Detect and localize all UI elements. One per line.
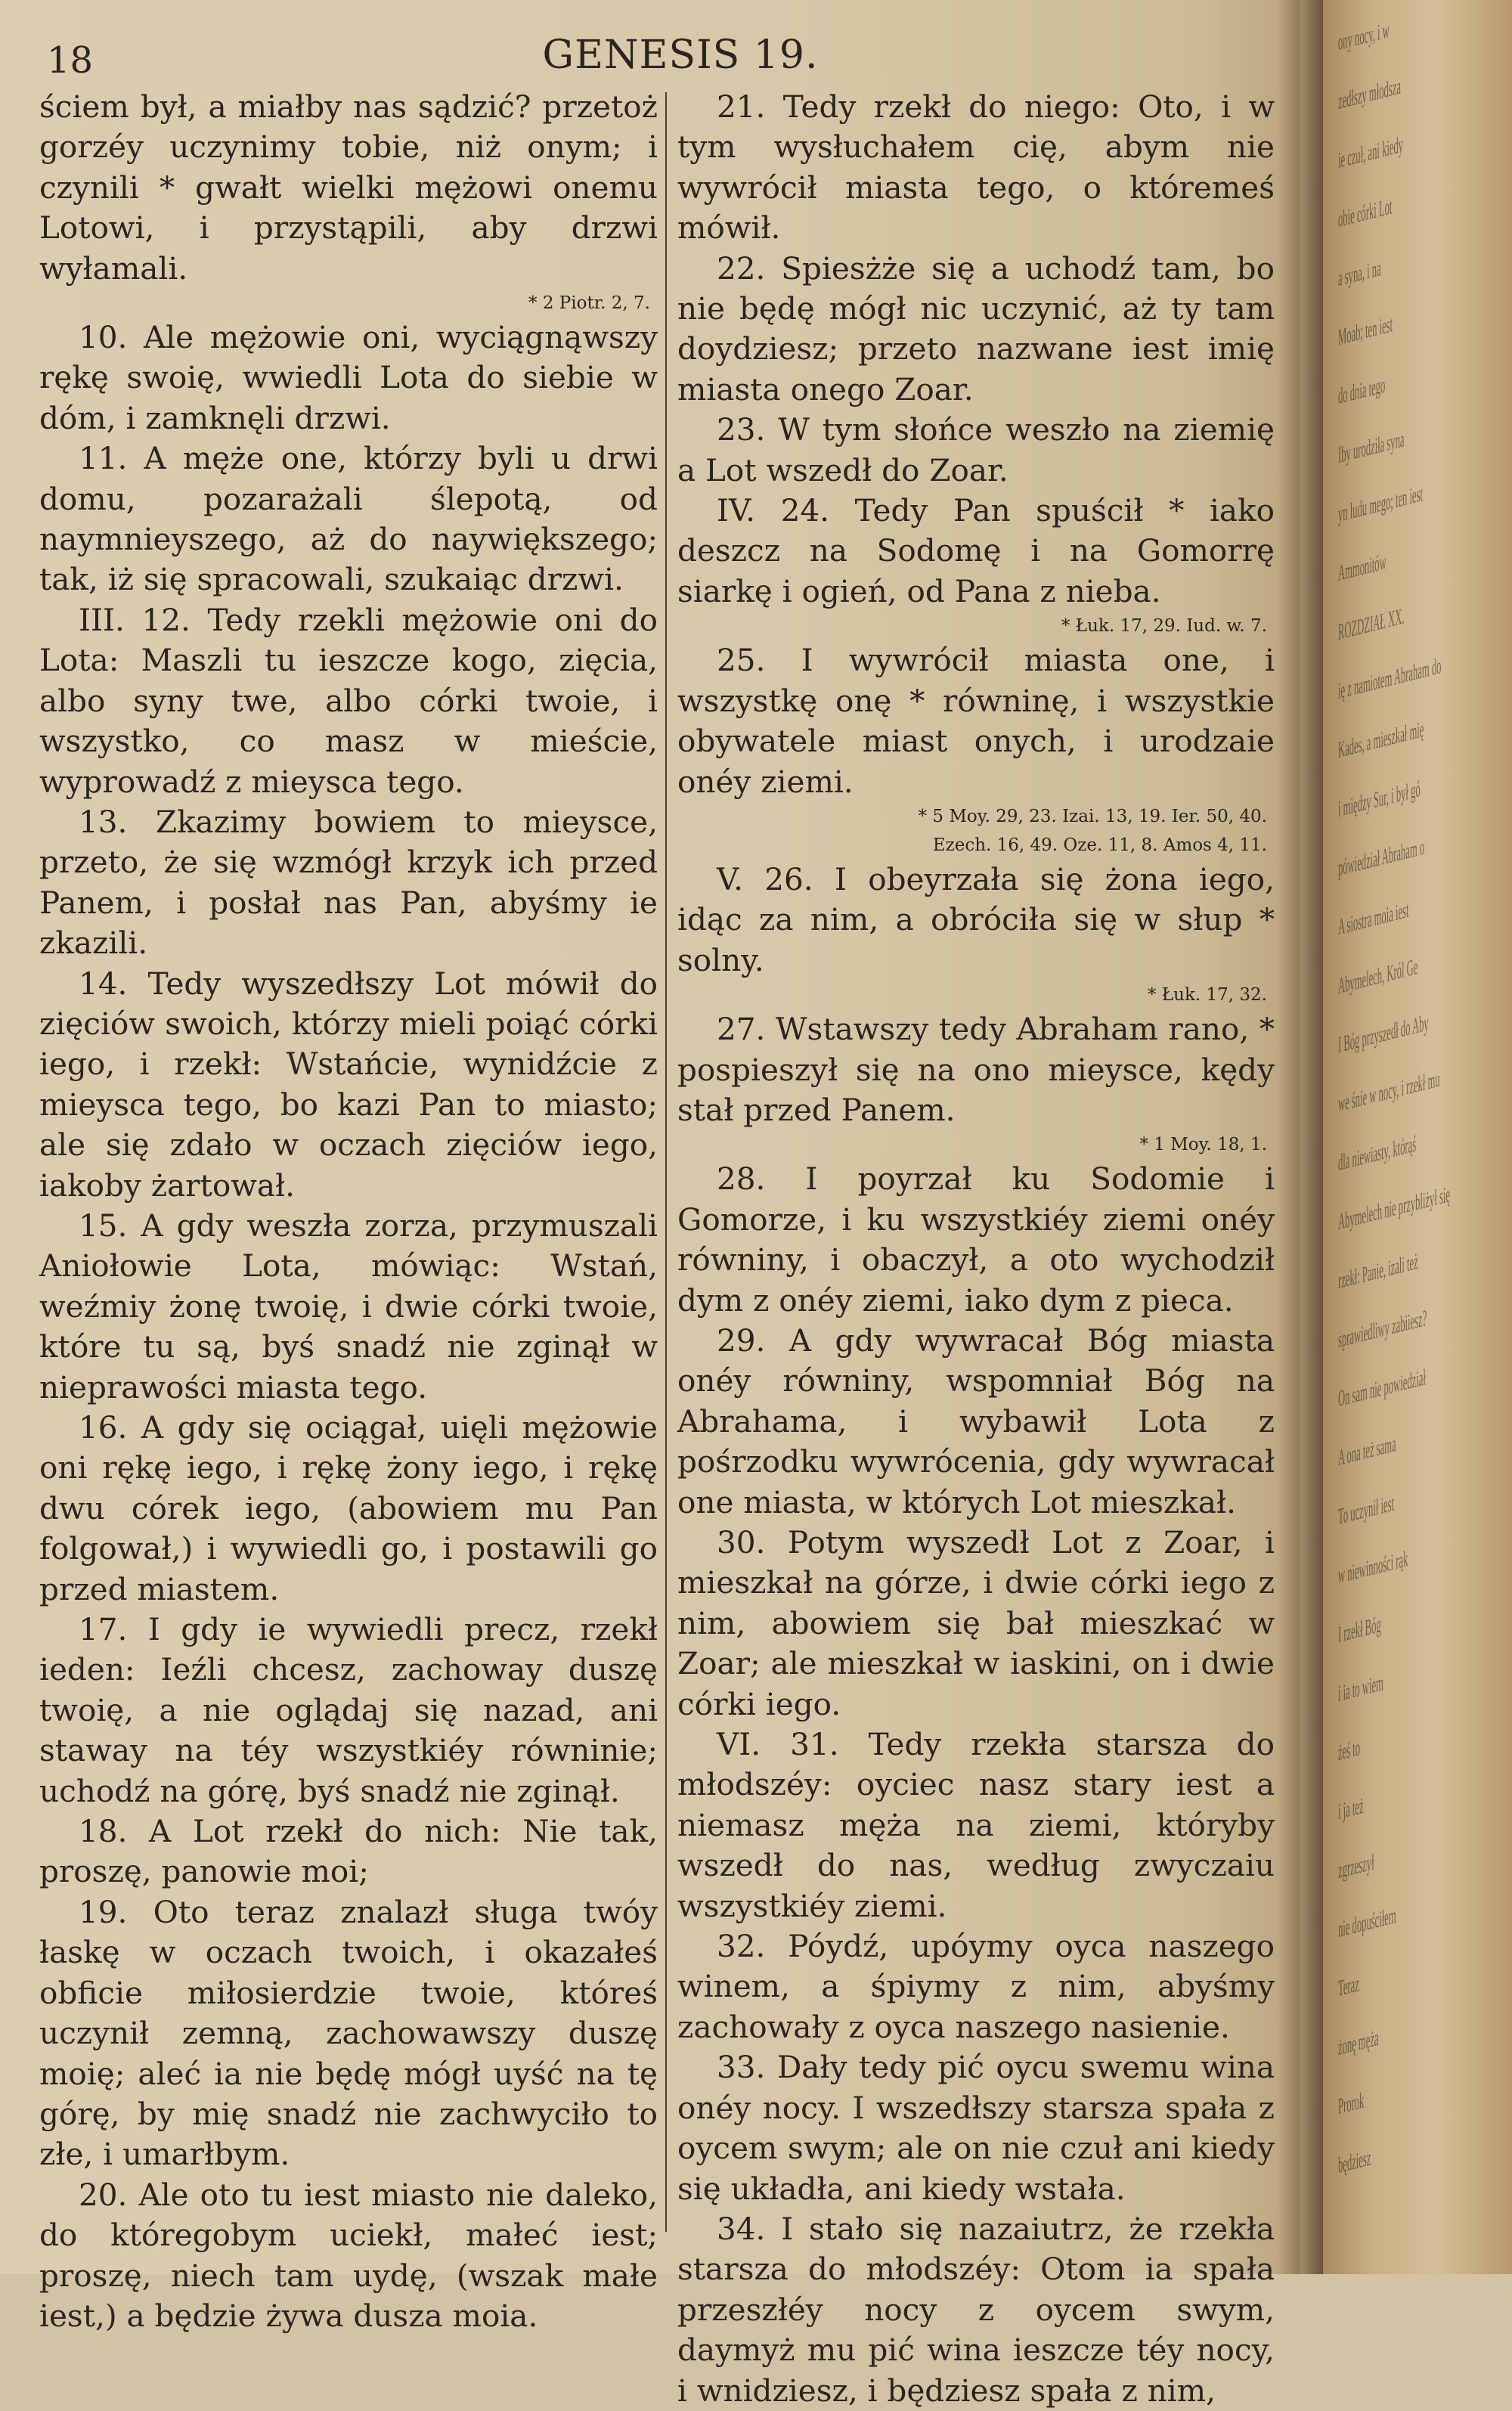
facing-page-fragment: ię z namiotem Abraham do <box>1338 652 1442 704</box>
verse: 18. A Lot rzekł do nich: Nie tak, proszę, panowie moi; <box>39 1813 658 1890</box>
column-divider <box>665 92 667 2232</box>
facing-page-fragment: w niewinności rąk <box>1338 1545 1408 1588</box>
facing-page-fragment: A ona też sama <box>1338 1430 1396 1470</box>
verse: 13. Zkazimy bowiem to mieysce, przeto, że się wzmógł krzyk ich przed Panem, i posłał nas Pan, abyśmy ie zkazili. <box>39 803 658 962</box>
facing-page-fragment: Teraz <box>1338 1971 1359 2001</box>
facing-page-fragment: żonę męża <box>1338 2025 1379 2060</box>
cross-reference: * 1 Moy. 18, 1. <box>1139 1135 1267 1155</box>
verse: 28. I poyrzał ku Sodomie i Gomorze, i ku wszystkiéy ziemi onéy równiny, i obaczył, a oto wychodził dym z onéy ziemi, iako dym z pieca. <box>677 1161 1275 1319</box>
facing-page-fragment: Abymelech, Król Ge <box>1338 953 1418 999</box>
facing-page-fragment: ie czuł, ani kiedy <box>1338 132 1404 173</box>
facing-page-fragment: I rzekł Bóg <box>1338 1611 1381 1647</box>
cross-reference: * 5 Moy. 29, 23. Izai. 13, 19. Ier. 50, 40. <box>918 806 1267 826</box>
facing-page-fragment: i ia to wiem <box>1338 1670 1383 1706</box>
verse: 22. Spiesżże się a uchodź tam, bo nie będę mógł nic uczynić, aż ty tam doydziesz; przeto nazwane iest imię miasta onego Zoar. <box>677 249 1275 408</box>
verse: 11. A męże one, którzy byli u drwi domu, pozarażali ślepotą, od naymnieyszego, aż do naywiększego; tak, iż się spracowali, szukaiąc drzwi. <box>39 440 658 598</box>
cross-reference: * Łuk. 17, 32. <box>1147 985 1267 1006</box>
verse: VI. 31. Tedy rzekła starsza do młodszéy: oyciec nasz stary iest a niemasz męża na ziemi, któryby wszedł do nas, według zwyczaiu wszystkiéy ziemi. <box>677 1726 1275 1924</box>
facing-page-fragment: ROZDZIAŁ XX. <box>1338 603 1405 645</box>
verse: ściem był, a miałby nas sądzić? przetoż gorzéy uczynimy tobie, niż onym; i czynili * gwałt wielki mężowi onemu Lotowi, i przystąpili, aby drzwi wyłamali. <box>39 88 658 287</box>
verse: III. 12. Tedy rzekli mężowie oni do Lota: Maszli tu ieszcze kogo, zięcia, albo syny twe, albo córki twoie, i wszystko, co masz w mieście, wyprowadź z mieysca tego. <box>39 601 658 800</box>
verse: 30. Potym wyszedł Lot z Zoar, i mieszkał na górze, i dwie córki iego z nim, abowiem się bał mieszkać w Zoar; ale mieszkał w iaskini, on i dwie córki iego. <box>677 1524 1275 1722</box>
facing-page-fragment: On sam nie powiedział <box>1338 1365 1426 1412</box>
facing-page-fragment: zedłszy młodsza <box>1338 73 1401 114</box>
facing-page-fragment: zgrzeszył <box>1338 1849 1374 1883</box>
verse: V. 26. I obeyrzała się żona iego, idąc za nim, a obróciła się w słup * solny. <box>677 860 1275 978</box>
facing-page-fragment: żeś to <box>1338 1734 1361 1765</box>
verse: 19. Oto teraz znalazł sługa twóy łaskę w oczach twoich, i okazałeś obficie miłosierdzie twoie, któreś uczynił zemną, zachowawszy duszę moię; aleć ia nie będę mógł uyść na tę górę, by mię snadź nie zachwyciło to złe, i umarłbym. <box>39 1893 658 2173</box>
cross-reference: Ezech. 16, 49. Oze. 11, 8. Amos 4, 11. <box>932 835 1267 855</box>
verse: 32. Póydź, upóymy oyca naszego winem, a śpiymy z nim, abyśmy zachowały z oyca naszego nasienie. <box>677 1928 1275 2045</box>
facing-page-fragment: rzekł: Panie, izali też <box>1338 1248 1418 1294</box>
verse: 16. A gdy się ociągał, uięli mężowie oni rękę iego, i rękę żony iego, i rękę dwu córek iego, (abowiem mu Pan folgował,) i wywiedli go, i postawili go przed miastem. <box>39 1409 658 1607</box>
facing-page-fragment: będziesz <box>1338 2145 1371 2178</box>
facing-page-fragment: dla niewiasty, którąś <box>1338 1131 1417 1176</box>
facing-page-fragment: nie dopuściłem <box>1338 1902 1396 1942</box>
running-head: GENESIS 19. <box>542 33 819 78</box>
verse: 20. Ale oto tu iest miasto nie daleko, do któregobym uciekł, małeć iest; proszę, niech tam uydę, (wszak małe iest,) a będzie żywa dusza moia. <box>39 2176 658 2334</box>
page-number: 18 <box>47 39 94 82</box>
facing-page-edge <box>1323 0 1512 2274</box>
facing-page-fragment: Iby urodziła syna <box>1338 426 1405 468</box>
verse: 25. I wywrócił miasta one, i wszystkę onę * równinę, i wszystkie obywatele miast onych, i urodzaie onéy ziemi. <box>677 642 1275 800</box>
facing-page-fragment: yn ludu mego; ten iest <box>1338 481 1423 527</box>
facing-page-fragment: pówiedział Abraham o <box>1338 834 1425 881</box>
verse: 10. Ale mężowie oni, wyciągnąwszy rękę swoię, wwiedli Lota do siebie w dóm, i zamknęli drzwi. <box>39 319 658 436</box>
facing-page-fragment: Abymelech nie przybliżył się <box>1338 1182 1451 1235</box>
right-column <box>677 87 1275 2411</box>
verse: IV. 24. Tedy Pan spuścił * iako deszcz na Sodomę i na Gomorrę siarkę i ogień, od Pana z nieba. <box>677 492 1275 609</box>
verse: 21. Tedy rzekł do niego: Oto, i w tym wysłuchałem cię, abym nie wywrócił miasta tego, o któremeś mówił. <box>677 88 1275 246</box>
facing-page-fragment: I Bóg przyszedł do Aby <box>1338 1010 1429 1058</box>
verse: 33. Dały tedy pić oycu swemu wina onéy nocy. I wszedłszy starsza spała z oycem swym; ale on nie czuł ani kiedy się układła, ani kiedy wstała. <box>677 2049 1275 2207</box>
left-column <box>39 87 658 2336</box>
verse: 14. Tedy wyszedłszy Lot mówił do zięciów swoich, którzy mieli poiąć córki iego, i rzekł: Wstańcie, wynidźcie z mieysca tego, bo kazi Pan to miasto; ale się zdało w oczach zięciów iego, iakoby żartował. <box>39 965 658 1204</box>
verse: 27. Wstawszy tedy Abraham rano, * pospieszył się na ono mieysce, kędy stał przed Panem. <box>677 1011 1275 1128</box>
cross-reference: * Łuk. 17, 29. Iud. w. 7. <box>1061 616 1267 637</box>
facing-page-fragment: we śnie w nocy, i rzekł mu <box>1338 1066 1440 1117</box>
facing-page-fragment: obie córki Lot <box>1338 194 1393 232</box>
facing-page-fragment: A siostra moia iest <box>1338 897 1409 940</box>
facing-page-fragment: sprawiedliwy zabiiesz? <box>1338 1305 1427 1353</box>
verse: 15. A gdy weszła zorza, przymuszali Aniołowie Lota, mówiąc: Wstań, weźmiy żonę twoię, i dwie córki twoie, które tu są, byś snadź nie zginął w nieprawości miasta tego. <box>39 1207 658 1405</box>
verse: 34. I stało się nazaiutrz, że rzekła starsza do młodszéy: Otom ia spała przeszłéy nocy z oycem swym, daymyż mu pić wina ieszcze téy nocy, i wnidziesz, i będziesz spała z nim, <box>677 2210 1275 2409</box>
facing-page-fragment: do dnia tego <box>1338 372 1386 409</box>
facing-page-fragment: Kades, a mieszkał mię <box>1338 716 1424 763</box>
facing-page-fragment: Ammonitów <box>1338 549 1387 586</box>
facing-page-fragment: i między Sur, i był gó <box>1338 776 1421 822</box>
verse: 23. W tym słońce weszło na ziemię a Lot wszedł do Zoar. <box>677 411 1275 488</box>
facing-page-fragment: Moab; ten iest <box>1338 311 1393 350</box>
facing-page-fragment: To uczynił iest <box>1338 1490 1395 1529</box>
verse: 17. I gdy ie wywiedli precz, rzekł ieden: Ieźli chcesz, zachoway duszę twoię, a nie oglądaj się nazad, ani staway na téy wszystkiéy równinie; uchodź na górę, byś snadź nie zginął. <box>39 1611 658 1809</box>
verse: 29. A gdy wywracał Bóg miasta onéy równiny, wspomniał Bóg na Abrahama, i wybawił Lota z pośrzodku wywrócenia, gdy wywracał one miasta, w których Lot mieszkał. <box>677 1322 1275 1520</box>
facing-page-fragment: ony nocy, i w <box>1338 17 1390 55</box>
facing-page-fragment: a syna, i na <box>1338 255 1381 291</box>
cross-reference: * 2 Piotr. 2, 7. <box>528 293 650 314</box>
facing-page-fragment: i ja też <box>1338 1793 1364 1824</box>
facing-page-fragment: Prorok <box>1338 2087 1365 2119</box>
